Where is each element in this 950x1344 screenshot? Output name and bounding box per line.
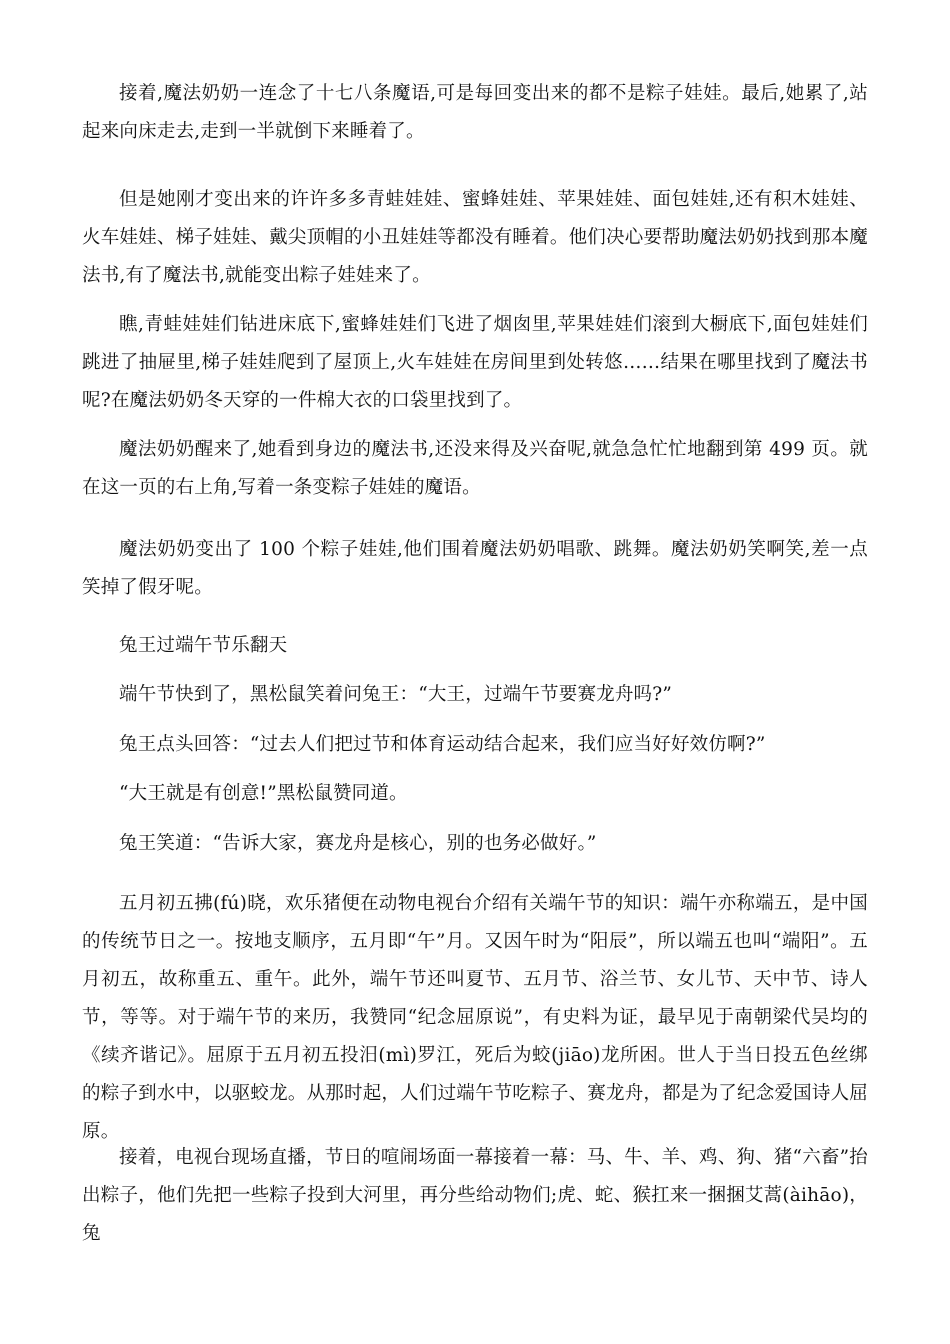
paragraph: 兔王点头回答：“过去人们把过节和体育运动结合起来，我们应当好好效仿啊?” xyxy=(119,734,766,755)
paragraph: 端午节快到了，黑松鼠笑着问兔王：“大王，过端午节要赛龙舟吗?” xyxy=(119,684,673,705)
paragraph: 接着，电视台现场直播，节日的喧闹场面一幕接着一幕：马、牛、羊、鸡、狗、猪“六畜”抬出粽子，他们先把一些粽子投到大河里，再分些给动物们;虎、蛇、猴扛来一捆捆艾蒿(àihāo)，兔 xyxy=(82,1147,868,1244)
paragraph: 兔王笑道：“告诉大家，赛龙舟是核心，别的也务必做好。” xyxy=(119,833,597,854)
paragraph: 瞧,青蛙娃娃们钻进床底下,蜜蜂娃娃们飞进了烟囱里,苹果娃娃们滚到大橱底下,面包娃娃们跳进了抽屉里,梯子娃娃爬到了屋顶上,火车娃娃在房间里到处转悠……结果在哪里找到了魔法书呢?在魔法奶奶冬天穿的一件棉大衣的口袋里找到了。 xyxy=(82,314,868,411)
paragraph: 但是她刚才变出来的许许多多青蛙娃娃、蜜蜂娃娃、苹果娃娃、面包娃娃,还有积木娃娃、火车娃娃、梯子娃娃、戴尖顶帽的小丑娃娃等都没有睡着。他们决心要帮助魔法奶奶找到那本魔法书,有了魔法书,就能变出粽子娃娃来了。 xyxy=(82,189,868,286)
paragraph: 魔法奶奶醒来了,她看到身边的魔法书,还没来得及兴奋呢,就急急忙忙地翻到第 499 页。就在这一页的右上角,写着一条变粽子娃娃的魔语。 xyxy=(82,439,868,498)
paragraph: 魔法奶奶变出了 100 个粽子娃娃,他们围着魔法奶奶唱歌、跳舞。魔法奶奶笑啊笑,差一点笑掉了假牙呢。 xyxy=(82,539,868,598)
paragraph: “大王就是有创意!”黑松鼠赞同道。 xyxy=(119,783,408,804)
paragraph: 接着,魔法奶奶一连念了十七八条魔语,可是每回变出来的都不是粽子娃娃。最后,她累了,站起来向床走去,走到一半就倒下来睡着了。 xyxy=(82,83,868,142)
paragraph: 五月初五拂(fú)晓，欢乐猪便在动物电视台介绍有关端午节的知识：端午亦称端五，是中国的传统节日之一。按地支顺序，五月即“午”月。又因午时为“阳辰”，所以端五也叫“端阳”。五月初五，故称重五、重午。此外，端午节还叫夏节、五月节、浴兰节、女儿节、天中节、诗人节，等等。对于端午节的来历，我赞同“纪念屈原说”，有史料为证，最早见于南朝梁代吴均的《续齐谐记》。屈原于五月初五投汨(mì)罗江，死后为蛟(jiāo)龙所困。世人于当日投五色丝绑的粽子到水中，以驱蛟龙。从那时起，人们过端午节吃粽子、赛龙舟，都是为了纪念爱国诗人屈原。 xyxy=(82,893,868,1142)
section-title: 兔王过端午节乐翻天 xyxy=(119,635,288,656)
